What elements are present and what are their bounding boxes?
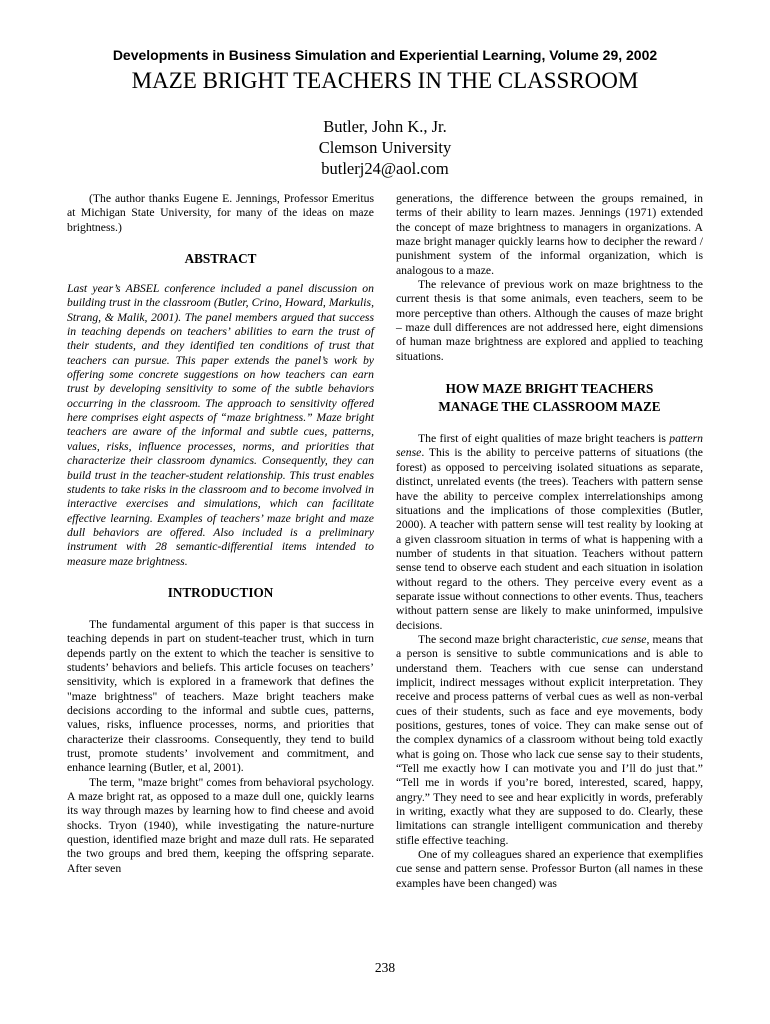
abstract-text: Last year’s ABSEL conference included a panel discussion on building trust in the classroom (Butler, Crino, Howard, Markulis, Strang, & Malik, 2001). The panel members argued that success in teaching depends on teachers’ abilities to earn the trust of their students, and they identified ten conditions of trust that teachers can pursue. This paper extends the panel’s work by offering some concrete suggestions on how teachers can earn trust by developing sensitivity to some of the subtle behaviors occurring in the classroom. The approach to sensitivity offered here comprises eight aspects of “maze brightness.” Maze bright teachers are aware of the informal and subtle cues, patterns, values, risks, influence processes, norms, and priorities that characterize their classroom dynamics. Consequently, they can build trust in the teacher-student relationship. This trust enables students to take risks in the classroom and to become involved in interactive exercises and simulations, which can facilitate effective learning. Examples of teachers’ maze bright and maze dull behaviors are offered. Also included is a preliminary instrument with 28 semantic-differential items intended to measure maze brightness. bbox=[67, 282, 374, 568]
section-heading-maze-bright bbox=[396, 380, 703, 416]
cue-sense-paragraph: The second maze bright characteristic, cue sense, means that a person is sensitive to subtle communications and is able to understand them. Teachers with cue sense can understand implicit, indirect messages without explicit interpretation. They receive and process patterns of verbal cues as well as non-verbal cues of their students, such as face and eye movements, body positions, gestures, tones of voice. They can make sense out of the complex dynamics of a classroom without being told exactly what is going on. Those who lack cue sense say to their students, “Tell me exactly how I can motivate you and I’ll do just that.” “Tell me in words if you’re bored, interested, scared, happy, angry.” They need to see and hear explicitly in words, preferably in writing, exactly what they are supposed to do. Clearly, these limitations can strangle intelligent communication and thereby stifle effective teaching. bbox=[396, 632, 703, 847]
pattern-sense-term: pattern sense bbox=[396, 432, 703, 460]
page-number: 238 bbox=[374, 960, 396, 975]
section-heading-line-1: HOW MAZE BRIGHT TEACHERS bbox=[445, 381, 654, 397]
relevance-paragraph: The relevance of previous work on maze brightness to the current thesis is that some animals, even teachers, seem to be more perceptive than others. Although the causes of maze bright – maze dull differences are not addressed here, eight dimensions of human maze brightness are explored and applied to teaching situations. bbox=[396, 278, 703, 363]
intro-paragraph-2: The term, "maze bright" comes from behavioral psychology. A maze bright rat, as opposed to a maze dull one, quickly learns its way through mazes by learning how to find cheese and avoid shocks. Tryon (1940), while investigating the nature-nurture question, identified maze bright and maze dull rats. He separated the two groups and bred them, keeping the offspring separate. After seven bbox=[67, 775, 374, 875]
author-email: butlerj24@aol.com bbox=[321, 159, 449, 178]
author-affiliation: Clemson University bbox=[318, 138, 452, 157]
author-name: Butler, John K., Jr. bbox=[323, 117, 447, 136]
pattern-sense-paragraph: The first of eight qualities of maze bright teachers is pattern sense. This is the ability to perceive patterns of situations (the forest) as opposed to perceiving isolated situations as separate, distinct, unrelated events (the trees). Teachers with pattern sense have the ability to perceive complex interrelationships among situations and the implications of those complexities (Butler, 2000). A teacher with pattern sense will test reality by looking at a given classroom situation in terms of what is happening with a number of students in that situation. Teachers without pattern sense tend to observe each student and each situation in isolation without regard to the others. They perceive every event as a separate issue without connections to other events. Thus, teachers without pattern sense are likely to make uninformed, impulsive decisions. bbox=[396, 432, 703, 632]
abstract-heading: ABSTRACT bbox=[184, 251, 257, 267]
journal-header: Developments in Business Simulation and Experiential Learning, Volume 29, 2002 bbox=[112, 47, 658, 63]
paper-title: MAZE BRIGHT TEACHERS IN THE CLASSROOM bbox=[131, 68, 639, 93]
section-heading-line-2: MANAGE THE CLASSROOM MAZE bbox=[438, 399, 661, 415]
continued-paragraph: generations, the difference between the groups remained, in terms of their ability to learn mazes. Jennings (1971) extended the concept of maze brightness to managers in organizations. A maze bright manager quickly learns how to decipher the reward / punishment system of the informal organization, which is analogous to a maze. bbox=[396, 192, 703, 277]
cue-sense-term: cue sense bbox=[601, 632, 647, 646]
left-column bbox=[67, 192, 374, 876]
author-block bbox=[0, 116, 770, 179]
acknowledgment: (The author thanks Eugene E. Jennings, Professor Emeritus at Michigan State University, for many of the ideas on maze brightness.) bbox=[67, 192, 374, 234]
introduction-heading: INTRODUCTION bbox=[167, 584, 274, 600]
intro-paragraph-1: The fundamental argument of this paper is that success in teaching depends in part on student-teacher trust, which in turn depends partly on the extent to which the teacher is sensitive to students’ behaviors and beliefs. This article focuses on teachers’ sensitivity, which is explored in a framework that defines the "maze brightness" of teachers. Maze bright teachers make decisions according to the informal and subtle cues, patterns, values, risks, influence processes, norms, and priorities that characterize their classrooms. Consequently, they tend to build trust, promote students’ involvement and commitment, and enhance learning (Butler, et al, 2001). bbox=[67, 617, 374, 775]
right-column bbox=[396, 192, 703, 891]
colleague-paragraph: One of my colleagues shared an experience that exemplifies cue sense and pattern sense. Professor Burton (all names in these examples have been changed) was bbox=[396, 848, 703, 890]
